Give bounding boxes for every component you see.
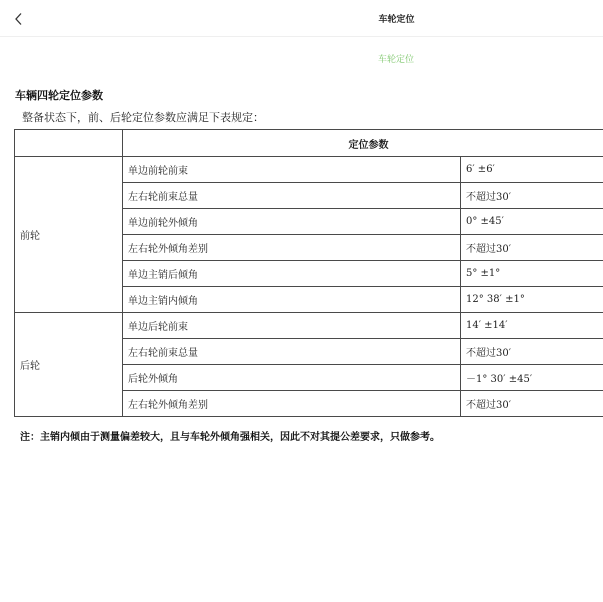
param-cell: 单边前轮前束 [123, 157, 461, 183]
value-cell: 不超过30′ [461, 183, 603, 209]
value-cell: 0° ±45′ [461, 209, 603, 235]
header-empty-cell [15, 130, 123, 157]
param-cell: 后轮外倾角 [123, 365, 461, 391]
section-heading: 车辆四轮定位参数 [15, 89, 103, 102]
param-cell: 左右轮前束总量 [123, 339, 461, 365]
param-cell: 单边后轮前束 [123, 313, 461, 339]
param-cell: 左右轮外倾角差别 [123, 235, 461, 261]
page-title: 车轮定位 [378, 15, 415, 25]
top-navbar [0, 0, 603, 37]
tab-wheel-alignment[interactable]: 车轮定位 [378, 55, 415, 65]
group-label-rear: 后轮 [15, 313, 123, 417]
param-cell: 单边前轮外倾角 [123, 209, 461, 235]
value-cell: 12° 38′ ±1° [461, 287, 603, 313]
param-cell: 左右轮外倾角差别 [123, 391, 461, 417]
intro-text: 整备状态下，前、后轮定位参数应满足下表规定： [22, 111, 264, 124]
param-cell: 单边主销内倾角 [123, 287, 461, 313]
note-text: 注：主销内倾由于测量偏差较大，且与车轮外倾角强相关，因此不对其提公差要求，只做参考。 [20, 432, 440, 443]
alignment-table [14, 129, 603, 417]
table-row [15, 313, 603, 339]
table-header-row [15, 130, 603, 157]
group-label-front: 前轮 [15, 157, 123, 313]
value-cell: －1° 30′ ±45′ [461, 365, 603, 391]
table-row [15, 157, 603, 183]
value-cell: 5° ±1° [461, 261, 603, 287]
param-cell: 左右轮前束总量 [123, 183, 461, 209]
value-cell: 不超过30′ [461, 391, 603, 417]
value-cell: 14′ ±14′ [461, 313, 603, 339]
table-header: 定位参数 [123, 130, 603, 157]
value-cell: 6′ ±6′ [461, 157, 603, 183]
value-cell: 不超过30′ [461, 235, 603, 261]
value-cell: 不超过30′ [461, 339, 603, 365]
param-cell: 单边主销后倾角 [123, 261, 461, 287]
